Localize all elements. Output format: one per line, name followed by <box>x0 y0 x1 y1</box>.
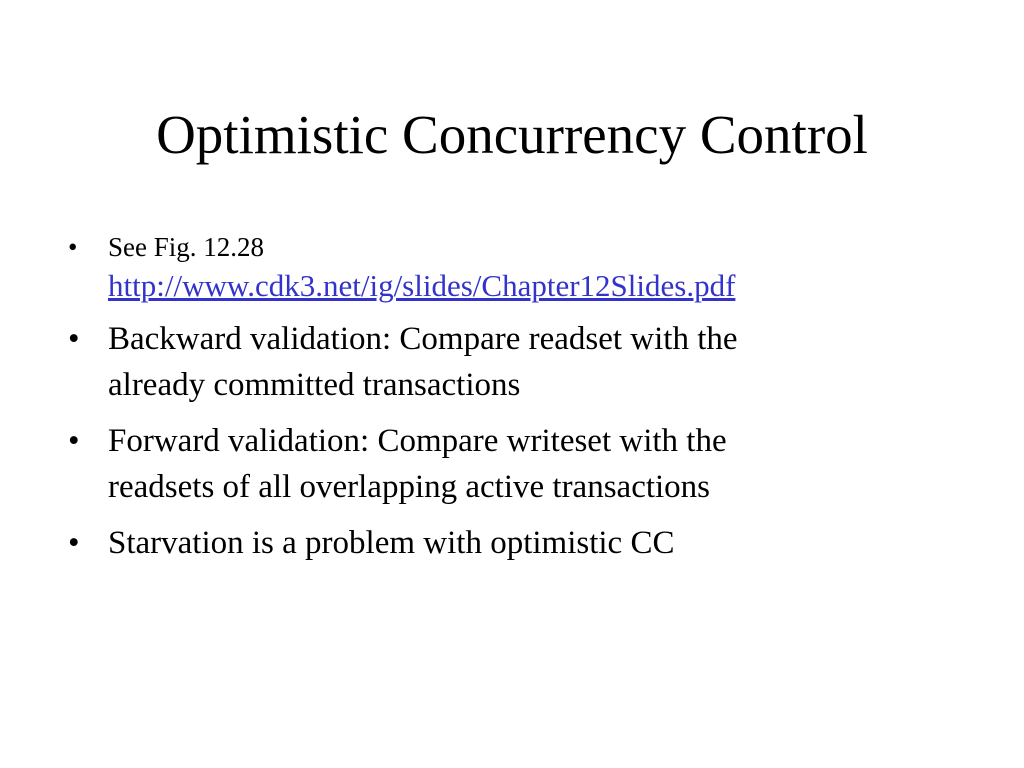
bullet-icon: • <box>68 321 80 357</box>
slide-title: Optimistic Concurrency Control <box>156 104 868 165</box>
bullet-item-see-fig <box>68 228 968 306</box>
bullet-text-line: already committed transactions <box>108 367 521 403</box>
bullet-item-backward-validation <box>68 316 968 408</box>
bullet-text-line: Backward validation: Compare readset with the <box>108 321 738 357</box>
bullet-text-line: Forward validation: Compare writeset with the <box>108 423 727 459</box>
bullet-text: See Fig. 12.28 <box>108 232 265 262</box>
bullet-list <box>68 228 968 576</box>
bullet-text-line: readsets of all overlapping active transactions <box>108 469 711 505</box>
bullet-icon: • <box>68 525 80 561</box>
chapter-slides-link[interactable]: http://www.cdk3.net/ig/slides/Chapter12Slides.pdf <box>108 268 736 303</box>
bullet-icon: • <box>68 423 80 459</box>
bullet-item-forward-validation <box>68 418 968 510</box>
bullet-icon: • <box>68 232 78 262</box>
bullet-item-starvation <box>68 520 968 566</box>
bullet-text-line: Starvation is a problem with optimistic CC <box>108 525 675 561</box>
